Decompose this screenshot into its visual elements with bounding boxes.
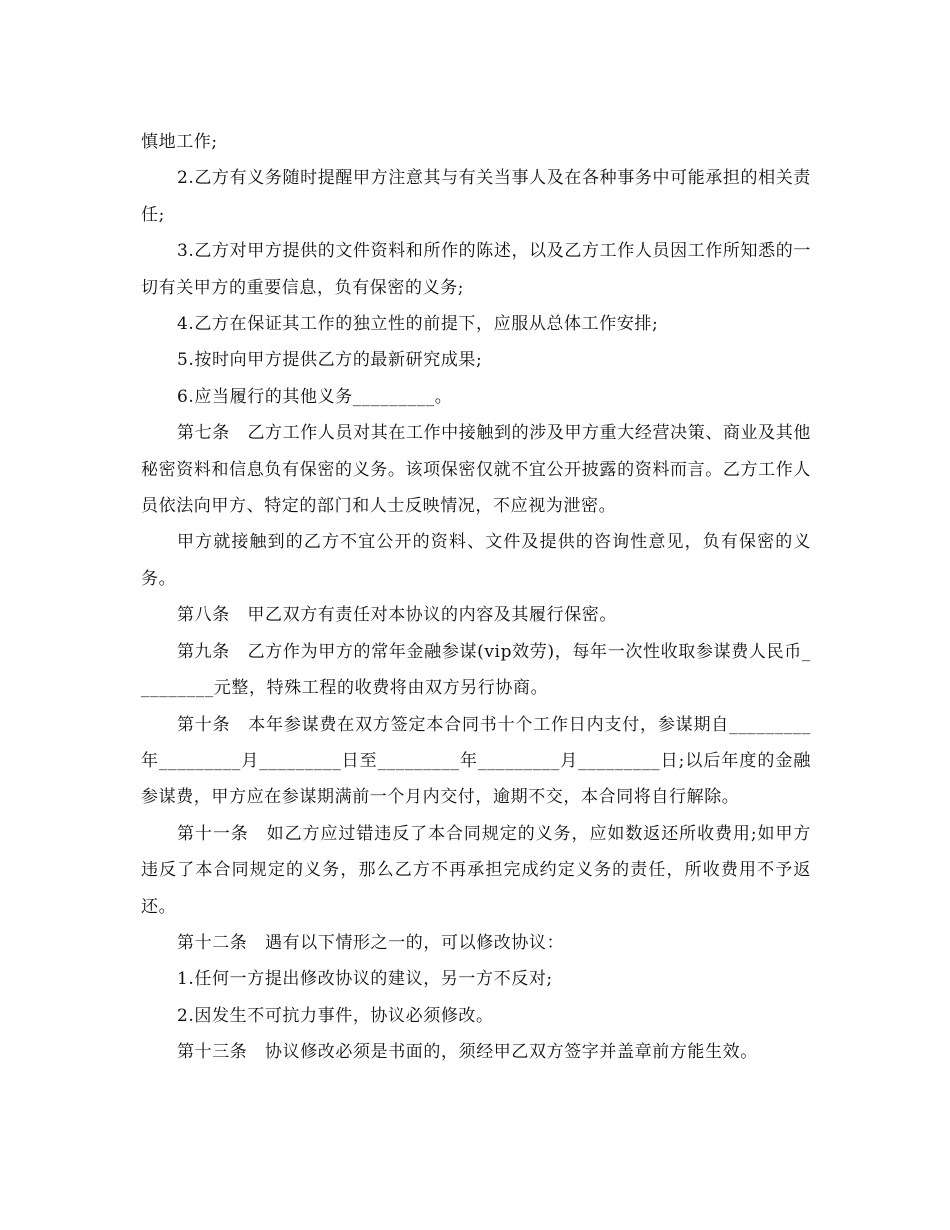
paragraph-obligation-6: 6.应当履行的其他义务_________。 bbox=[177, 386, 453, 407]
paragraph-article-11: 第十一条 如乙方应过错违反了本合同规定的义务，应如数返还所收费用;如甲方违反了本合同规定的义务，那么乙方不再承担完成约定义务的责任，所收费用不予返还。 bbox=[141, 823, 811, 917]
paragraph-article-7-party-a: 甲方就接触到的乙方不宜公开的资料、文件及提供的咨询性意见，负有保密的义务。 bbox=[141, 532, 811, 589]
paragraph-continuation: 慎地工作; bbox=[141, 132, 218, 152]
paragraph-obligation-5: 5.按时向甲方提供乙方的最新研究成果; bbox=[177, 350, 483, 371]
paragraph-article-10: 第十条 本年参谋费在双方签定本合同书十个工作日内支付，参谋期自_________年_________月_________日至_________年_________月_________日;以后年度的金融参谋费，甲方应在参谋期满前一个月内交付，逾期不交，本合同将自行解除。 bbox=[141, 714, 811, 808]
paragraph-obligation-2: 2.乙方有义务随时提醒甲方注意其与有关当事人及在各种事务中可能承担的相关责任; bbox=[141, 168, 811, 225]
paragraph-article-12-item-2: 2.因发生不可抗力事件，协议必须修改。 bbox=[177, 1005, 494, 1026]
document-body bbox=[141, 124, 811, 1071]
paragraph-article-12-item-1: 1.任何一方提出修改协议的建议，另一方不反对; bbox=[177, 969, 553, 990]
paragraph-obligation-3: 3.乙方对甲方提供的文件资料和所作的陈述，以及乙方工作人员因工作所知悉的一切有关甲方的重要信息，负有保密的义务; bbox=[141, 241, 811, 298]
paragraph-article-8: 第八条 甲乙双方有责任对本协议的内容及其履行保密。 bbox=[177, 605, 617, 626]
paragraph-article-13: 第十三条 协议修改必须是书面的，须经甲乙双方签字并盖章前方能生效。 bbox=[177, 1042, 758, 1063]
paragraph-article-9: 第九条 乙方作为甲方的常年金融参谋(vip效劳)，每年一次性收取参谋费人民币_________元整，特殊工程的收费将由双方另行协商。 bbox=[141, 641, 811, 699]
paragraph-article-7: 第七条 乙方工作人员对其在工作中接触到的涉及甲方重大经营决策、商业及其他秘密资料和信息负有保密的义务。该项保密仅就不宜公开披露的资料而言。乙方工作人员依法向甲方、特定的部门和人士反映情况，不应视为泄密。 bbox=[141, 423, 811, 517]
paragraph-article-12: 第十二条 遇有以下情形之一的，可以修改协议： bbox=[177, 932, 565, 953]
paragraph-obligation-4: 4.乙方在保证其工作的独立性的前提下，应服从总体工作安排; bbox=[177, 314, 659, 335]
